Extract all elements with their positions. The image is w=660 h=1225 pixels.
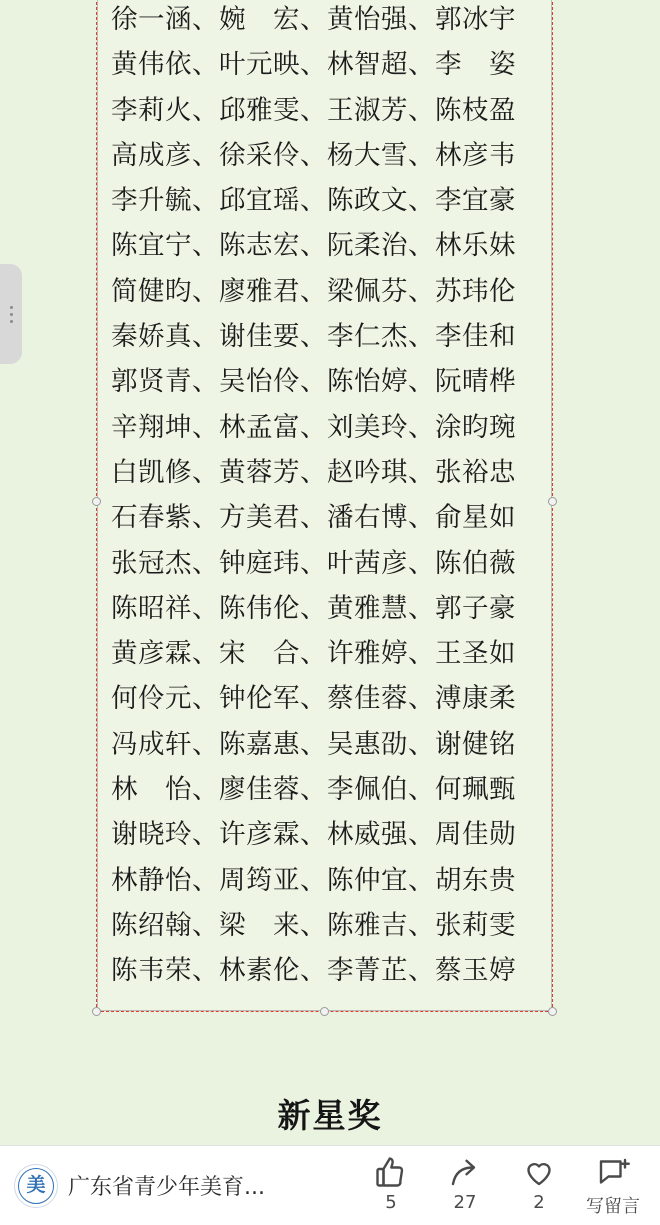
share-count: 27 [453, 1191, 477, 1213]
name-list [97, 0, 552, 994]
name-line: 李升毓、邱宜瑶、陈政文、李宜豪 [111, 185, 516, 217]
name-line: 白凯修、黄蓉芳、赵吟琪、张裕忠 [111, 456, 516, 488]
name-line: 冯成轩、陈嘉惠、吴惠劭、谢健铭 [111, 728, 516, 760]
avatar [14, 1164, 58, 1208]
selection-handle-bottom-center[interactable] [320, 1007, 329, 1016]
selection-handle-bottom-left[interactable] [92, 1007, 101, 1016]
favorite-button[interactable] [502, 1154, 576, 1213]
name-line: 陈宜宁、陈志宏、阮柔治、林乐妹 [111, 230, 516, 262]
name-line: 黄伟依、叶元映、林智超、李 姿 [111, 49, 516, 81]
name-line: 林静怡、周筠亚、陈仲宜、胡东贵 [111, 864, 516, 896]
name-line: 高成彦、徐采伶、杨大雪、林彦韦 [111, 139, 516, 171]
name-line: 简健昀、廖雅君、梁佩芬、苏玮伦 [111, 275, 516, 307]
selection-handle-middle-left[interactable] [92, 497, 101, 506]
account-entry[interactable] [0, 1164, 340, 1208]
name-line: 黄彦霖、宋 合、许雅婷、王圣如 [111, 638, 516, 670]
action-buttons [354, 1154, 660, 1218]
bottom-action-bar [0, 1145, 660, 1225]
like-button[interactable] [354, 1154, 428, 1213]
text-selection-box[interactable] [96, 0, 553, 1012]
selection-handle-bottom-right[interactable] [548, 1007, 557, 1016]
name-line: 谢晓玲、许彦霖、林威强、周佳勋 [111, 819, 516, 851]
share-button[interactable] [428, 1154, 502, 1213]
share-arrow-icon [447, 1154, 483, 1190]
name-line: 辛翔坤、林孟富、刘美玲、涂昀琬 [111, 411, 516, 443]
thumbs-up-icon [373, 1154, 409, 1190]
comment-plus-icon [595, 1154, 631, 1190]
name-line: 陈昭祥、陈伟伦、黄雅慧、郭子豪 [111, 592, 516, 624]
name-line: 林 怡、廖佳蓉、李佩伯、何珮甄 [111, 774, 516, 806]
side-drawer-handle[interactable] [0, 264, 22, 364]
name-line: 李莉火、邱雅雯、王淑芳、陈枝盈 [111, 94, 516, 126]
name-line: 郭贤青、吴怡伶、陈怡婷、阮晴桦 [111, 366, 516, 398]
name-line: 徐一涵、婉 宏、黄怡强、郭冰宇 [111, 4, 516, 35]
comment-button[interactable] [576, 1154, 650, 1218]
name-line: 陈韦荣、林素伦、李菁芷、蔡玉婷 [111, 955, 516, 987]
name-line: 何伶元、钟伦军、蔡佳蓉、溥康柔 [111, 683, 516, 715]
like-count: 5 [385, 1191, 397, 1213]
comment-label: 写留言 [586, 1195, 640, 1217]
drag-dots-icon [10, 306, 13, 323]
account-name: 广东省青少年美育... [68, 1175, 265, 1200]
name-line: 石春紫、方美君、潘右博、俞星如 [111, 502, 516, 534]
selection-handle-middle-right[interactable] [548, 497, 557, 506]
favorite-count: 2 [533, 1191, 545, 1213]
name-line: 秦娇真、谢佳要、李仁杰、李佳和 [111, 321, 516, 353]
section-title: 新星奖 [277, 1096, 383, 1135]
avatar-monogram: 美 [26, 1174, 46, 1196]
heart-icon [521, 1154, 557, 1190]
name-line: 张冠杰、钟庭玮、叶茜彦、陈伯薇 [111, 547, 516, 579]
name-line: 陈绍翰、梁 来、陈雅吉、张莉雯 [111, 909, 516, 941]
